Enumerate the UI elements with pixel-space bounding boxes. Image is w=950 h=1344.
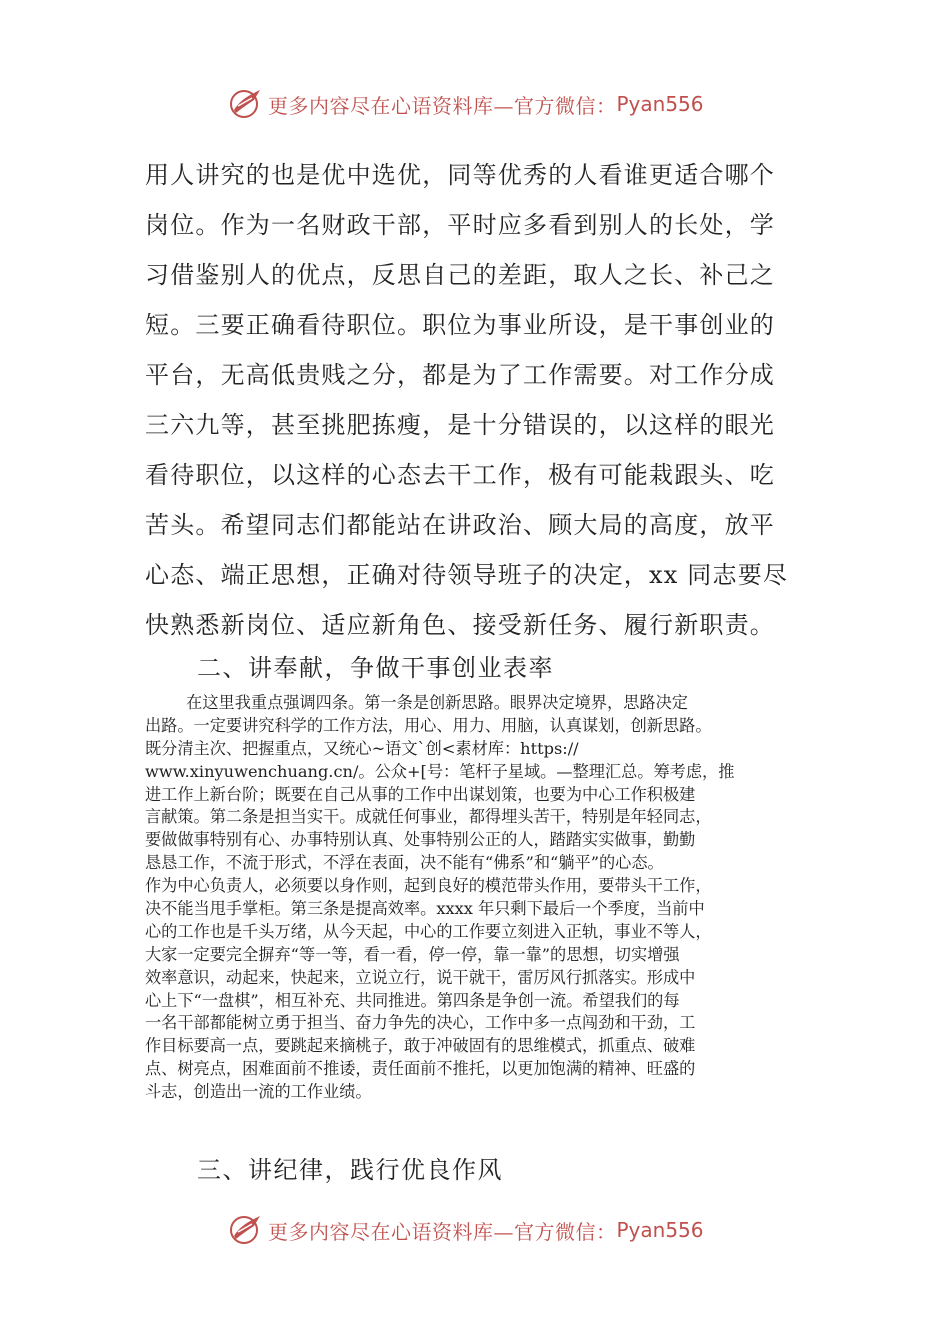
text-line: 心的工作也是千头万绪，从今天起，中心的工作要立刻进入正轨，事业不等人， [145, 921, 712, 941]
body-paragraph [145, 150, 795, 650]
text-line: 短。三要正确看待职位。职位为事业所设，是干事创业的 [145, 311, 775, 339]
text-line: 看待职位，以这样的心态去干工作，极有可能栽跟头、吃 [145, 461, 775, 489]
text-line: 点、树亮点，困难面前不推诿，责任面前不推托，以更加饱满的精神、旺盛的 [145, 1059, 696, 1079]
text-line: 进工作上新台阶；既要在自己从事的工作中出谋划策，也要为中心工作积极建 [145, 784, 696, 804]
text-line: 恳恳工作，不流于形式，不浮在表面，决不能有“佛系”和“躺平”的心态。 [145, 853, 664, 873]
banner-text: 更多内容尽在心语资料库—官方微信： [268, 93, 617, 118]
text-line: 作目标要高一点，要跳起来摘桃子，敢于冲破固有的思维模式，抓重点、破难 [145, 1036, 696, 1056]
section-2-paragraph [145, 692, 815, 1104]
banner-wechat-id: Pyan556 [616, 1218, 704, 1242]
pen-logo-icon [228, 1212, 264, 1248]
section-heading-2: 二、讲奉献，争做干事创业表率 [197, 654, 554, 682]
text-line: 大家一定要完全摒弃“等一等，看一看，停一停，靠一靠”的思想，切实增强 [145, 944, 680, 964]
text-line: 三六九等，甚至挑肥拣瘦，是十分错误的，以这样的眼光 [145, 411, 775, 439]
text-line: 快熟悉新岗位、适应新角色、接受新任务、履行新职责。 [145, 611, 775, 639]
text-line: 心态、端正思想，正确对待领导班子的决定，xx 同志要尽 [145, 561, 789, 589]
text-line: 言献策。第二条是担当实干。成就任何事业，都得埋头苦干，特别是年轻同志， [145, 807, 712, 827]
footer-banner [228, 1210, 728, 1250]
section-heading-3: 三、讲纪律，践行优良作风 [197, 1156, 503, 1184]
header-banner [228, 84, 728, 124]
text-line: 出路。一定要讲究科学的工作方法，用心、用力、用脑，认真谋划，创新思路。 [145, 715, 712, 735]
text-line: 既分清主次、把握重点，又统心~语文`创<素材库：https:// [145, 738, 579, 758]
text-line: 心上下“一盘棋”，相互补充、共同推进。第四条是争创一流。希望我们的每 [145, 990, 680, 1010]
text-line: 在这里我重点强调四条。第一条是创新思路。眼界决定境界，思路决定 [145, 693, 688, 712]
text-line: 岗位。作为一名财政干部，平时应多看到别人的长处，学 [145, 211, 775, 239]
pen-logo-icon [228, 86, 264, 122]
text-line: 平台，无高低贵贱之分，都是为了工作需要。对工作分成 [145, 361, 775, 389]
banner-wechat-id: Pyan556 [616, 92, 704, 116]
text-line: 习借鉴别人的优点，反思自己的差距，取人之长、补己之 [145, 261, 775, 289]
text-line: 效率意识，动起来，快起来，立说立行，说干就干，雷厉风行抓落实。形成中 [145, 967, 696, 987]
banner-text: 更多内容尽在心语资料库—官方微信： [268, 1219, 617, 1244]
text-line: 苦头。希望同志们都能站在讲政治、顾大局的高度，放平 [145, 511, 775, 539]
text-line: www.xinyuwenchuang.cn/。公众+[号：笔杆子星域。—整理汇总。筹考虑，推 [145, 761, 735, 781]
text-line: 要做做事特别有心、办事特别认真、处事特别公正的人，踏踏实实做事，勤勤 [145, 830, 696, 850]
text-line: 一名干部都能树立勇于担当、奋力争先的决心，工作中多一点闯劲和干劲，工 [145, 1013, 696, 1033]
text-line: 斗志，创造出一流的工作业绩。 [145, 1082, 372, 1102]
text-line: 作为中心负责人，必须要以身作则，起到良好的模范带头作用，要带头干工作， [145, 876, 712, 896]
text-line: 用人讲究的也是优中选优，同等优秀的人看谁更适合哪个 [145, 161, 775, 189]
text-line: 决不能当甩手掌柜。第三条是提高效率。xxxx 年只剩下最后一个季度，当前中 [145, 899, 705, 919]
